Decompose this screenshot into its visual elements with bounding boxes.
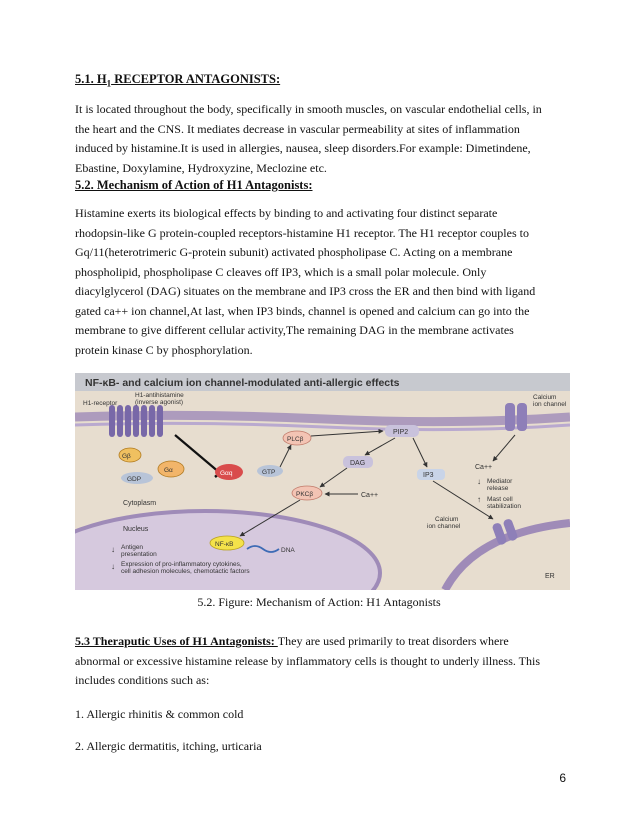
section-paragraph-1 [75, 100, 570, 178]
text-line: abnormal or excessive histamine release by inflammatory cells is thought to underly illness. This [75, 653, 541, 668]
svg-text:release: release [487, 485, 509, 492]
text-line: Histamine exerts its biological effects by binding to and activating four distinct separate [75, 206, 498, 220]
text-line: membrane to give different cellular activity,The remaining DAG in the membrane activates [75, 323, 514, 337]
svg-text:presentation: presentation [121, 551, 157, 558]
svg-text:Nucleus: Nucleus [123, 526, 149, 533]
text-line: It is located throughout the body, specifically in smooth muscles, on vascular endothelial cells, in [75, 102, 542, 116]
svg-text:Ca++: Ca++ [475, 464, 493, 471]
svg-text:Calcium: Calcium [533, 394, 557, 401]
h1-receptor-shape [109, 405, 163, 437]
svg-text:Antigen: Antigen [121, 544, 144, 551]
svg-text:DNA: DNA [281, 547, 295, 554]
svg-text:Calcium: Calcium [435, 516, 459, 523]
calcium-channel-top [505, 403, 515, 431]
svg-text:Gαq: Gαq [220, 470, 233, 477]
svg-text:ion channel: ion channel [533, 401, 567, 408]
svg-text:ion channel: ion channel [427, 523, 461, 530]
text-line: Ebastine, Doxylamine, Hydroxyzine, Meclozine etc. [75, 160, 327, 175]
svg-text:stabilization: stabilization [487, 503, 521, 510]
text-line: protein kinase C by phosphorylation. [75, 342, 253, 357]
svg-text:Gβ: Gβ [122, 453, 131, 460]
svg-text:GDP: GDP [127, 476, 142, 483]
svg-text:Ca++: Ca++ [361, 492, 379, 499]
antihistamine-label: H1-antihistamine [135, 392, 184, 399]
text-line: gated ca++ ion channel,At last, when IP3 binds, channel is opened and calcium can go into the [75, 303, 530, 318]
svg-text:GTP: GTP [262, 469, 276, 476]
list-item: 2. Allergic dermatitis, itching, urticaria [75, 739, 262, 753]
section-paragraph-3 [75, 632, 570, 691]
section-heading-mechanism: 5.2. Mechanism of Action of H1 Antagonists: [75, 178, 313, 192]
svg-text:↓: ↓ [477, 477, 481, 486]
section-paragraph-2 [75, 204, 570, 360]
svg-text:Mediator: Mediator [487, 478, 513, 485]
svg-text:PKCβ: PKCβ [296, 491, 314, 498]
figure-title: NF-κB- and calcium ion channel-modulated anti-allergic effects [85, 377, 400, 389]
receptor-label: H1-receptor [83, 400, 118, 407]
figure-caption: 5.2. Figure: Mechanism of Action: H1 Antagonists [197, 595, 441, 609]
svg-text:IP3: IP3 [423, 472, 434, 479]
inverse-agonist-label: (inverse agonist) [135, 399, 184, 406]
text-line: Gq/11(heterotrimeric G-protein subunit) activated phospholipase C. Acting on a membrane [75, 245, 513, 259]
text-line: diacylglycerol (DAG) situates on the membrane and IP3 cross the ER and then bind with ligand [75, 284, 536, 298]
text-line: They are used primarily to treat disorders where [277, 634, 509, 648]
svg-text:Expression of pro-inflammatory: Expression of pro-inflammatory cytokines, [121, 561, 242, 568]
cytoplasm-label: Cytoplasm [123, 500, 157, 507]
text-line: includes conditions such as: [75, 673, 210, 687]
svg-text:Mast cell: Mast cell [487, 496, 513, 503]
svg-text:PLCβ: PLCβ [287, 436, 304, 443]
svg-text:↓: ↓ [111, 545, 115, 554]
svg-text:PIP2: PIP2 [393, 429, 409, 436]
mechanism-figure [75, 373, 570, 590]
text-line: phospholipid, phospholipase C cleaves off IP3, which is a small polar molecule. Only [75, 264, 487, 279]
svg-text:Gα: Gα [164, 467, 173, 474]
text-line: induced by histamine.It is used in allergies, nausea, sleep disorders.For example: Dimetindene, [75, 141, 531, 155]
page-number: 6 [559, 771, 566, 785]
section-heading-uses: 5.3 Theraputic Uses of H1 Antagonists: [75, 634, 278, 648]
list-item: 1. Allergic rhinitis & common cold [75, 707, 244, 721]
text-line: rhodopsin-like G protein-coupled receptors-histamine H1 receptor. The H1 receptor couples to [75, 225, 529, 240]
svg-text:ER: ER [545, 573, 555, 580]
svg-text:↑: ↑ [477, 495, 481, 504]
text-line: the heart and the CNS. It mediates decrease in vascular permeability at sites of inflammation [75, 121, 520, 136]
svg-text:cell adhesion molecules, chemo: cell adhesion molecules, chemotactic factors [121, 568, 250, 575]
svg-text:↓: ↓ [111, 562, 115, 571]
svg-text:DAG: DAG [350, 460, 366, 467]
section-heading-h1-antagonists: 5.1. $H_1$ RECEPTOR ANTAGONISTS: [75, 72, 281, 89]
svg-text:NF-κB: NF-κB [215, 541, 234, 548]
